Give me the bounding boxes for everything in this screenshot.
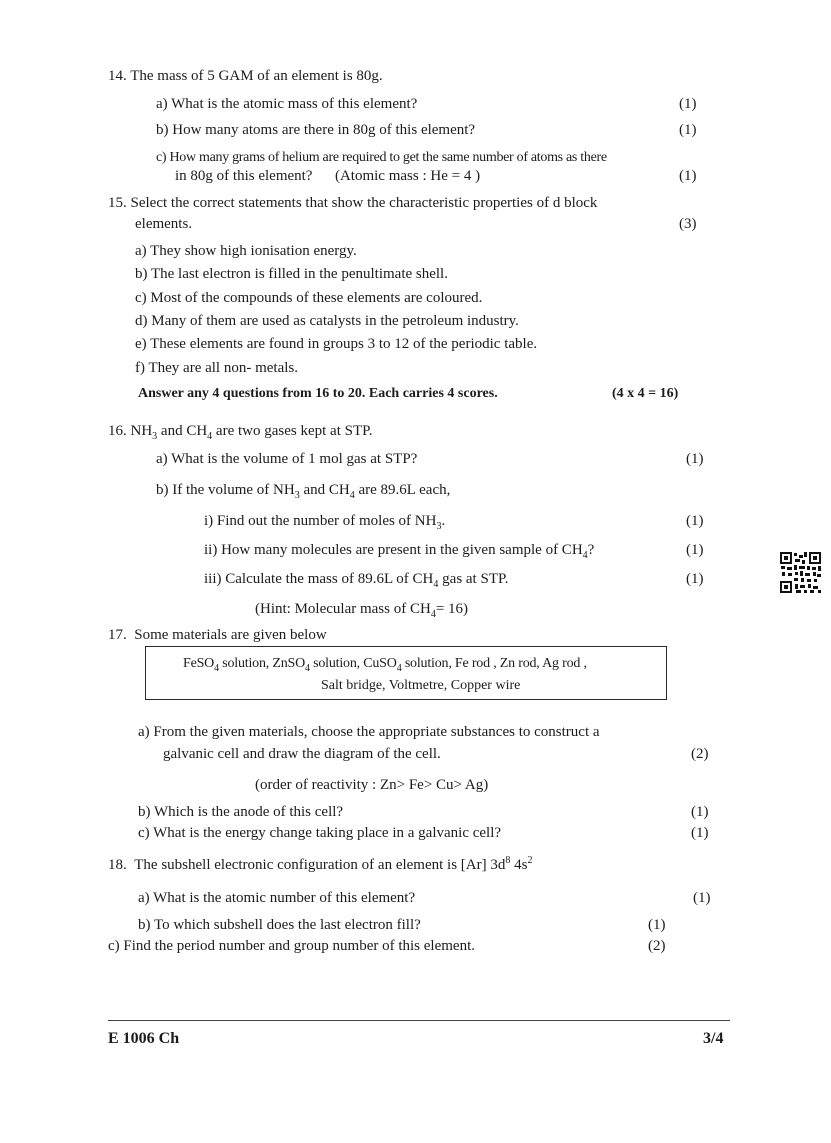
section-instruction: Answer any 4 questions from 16 to 20. Each carries 4 scores.	[138, 386, 498, 401]
q14-a-mark: (1)	[679, 96, 697, 112]
q16-b-ii-mark: (1)	[686, 542, 704, 558]
q17-a-mark: (2)	[691, 746, 709, 762]
footer-page-number: 3/4	[703, 1030, 724, 1047]
q17-b-mark: (1)	[691, 804, 709, 820]
q17-b: b) Which is the anode of this cell?	[138, 804, 344, 820]
q18-c-mark: (2)	[648, 938, 666, 954]
q18-c: c) Find the period number and group number of this element.	[108, 938, 475, 954]
q15-mark: (3)	[679, 216, 697, 232]
q14-c-line2: in 80g of this element? (Atomic mass : He = 4 )	[175, 168, 481, 184]
q18-a-mark: (1)	[693, 890, 711, 906]
q15-option-b: b) The last electron is filled in the penultimate shell.	[135, 266, 448, 282]
materials-line1: FeSO$_4$ solution, ZnSO$_4$ solution, CuSO$_4$ solution, Fe rod , Zn rod, Ag rod ,	[183, 656, 587, 674]
q17-c: c) What is the energy change taking place in a galvanic cell?	[138, 825, 502, 841]
q16-b-i-mark: (1)	[686, 513, 704, 529]
q17-c-mark: (1)	[691, 825, 709, 841]
materials-box	[145, 646, 667, 700]
q16-a: a) What is the volume of 1 mol gas at STP?	[156, 451, 418, 467]
q17-stem: 17. Some materials are given below	[108, 627, 327, 643]
q14-b: b) How many atoms are there in 80g of this element?	[156, 122, 476, 138]
q18-b-mark: (1)	[648, 917, 666, 933]
q17-a-line1: a) From the given materials, choose the appropriate substances to construct a	[138, 724, 600, 740]
q18-b: b) To which subshell does the last electron fill?	[138, 917, 421, 933]
q16-b-iii: iii) Calculate the mass of 89.6L of $CH_4$ gas at STP.	[204, 571, 509, 590]
q14-c-mark: (1)	[679, 168, 697, 184]
q14-c-line1: c) How many grams of helium are required to get the same number of atoms as there	[156, 150, 607, 165]
section-marks: (4 x 4 = 16)	[612, 386, 679, 401]
q14-b-mark: (1)	[679, 122, 697, 138]
q14-stem: 14. The mass of 5 GAM of an element is 80g.	[108, 68, 383, 84]
q15-option-a: a) They show high ionisation energy.	[135, 243, 357, 259]
q18-stem: 18. The subshell electronic configuration of an element is [Ar] $3d^8$ $4s^2$	[108, 855, 533, 873]
footer-divider	[108, 1020, 730, 1021]
q17-a-line2: galvanic cell and draw the diagram of the cell.	[163, 746, 441, 762]
q14-a: a) What is the atomic mass of this element?	[156, 96, 418, 112]
footer-code: E 1006 Ch	[108, 1030, 180, 1047]
q15-option-e: e) These elements are found in groups 3 to 12 of the periodic table.	[135, 336, 538, 352]
q15-option-c: c) Most of the compounds of these elements are coloured.	[135, 290, 483, 306]
materials-line2: Salt bridge, Voltmetre, Copper wire	[321, 678, 521, 693]
q16-a-mark: (1)	[686, 451, 704, 467]
q16-b: b) If the volume of $NH_3$ and $CH_4$ are 89.6L each,	[156, 482, 451, 501]
q18-a: a) What is the atomic number of this element?	[138, 890, 416, 906]
q16-b-i: i) Find out the number of moles of $NH_3$.	[204, 513, 446, 532]
qr-code-icon	[779, 551, 822, 594]
q15-line1: 15. Select the correct statements that show the characteristic properties of d block	[108, 195, 598, 211]
q15-option-f: f) They are all non- metals.	[135, 360, 298, 376]
q15-option-d: d) Many of them are used as catalysts in the petroleum industry.	[135, 313, 519, 329]
q16-hint: (Hint: Molecular mass of $CH_4= 16$)	[255, 601, 469, 620]
q17-reactivity: (order of reactivity : Zn> Fe> Cu> Ag)	[255, 777, 489, 793]
q16-b-iii-mark: (1)	[686, 571, 704, 587]
q15-line2: elements.	[135, 216, 193, 232]
q16-stem: 16. $NH_3$ and $CH_4$ are two gases kept at STP.	[108, 423, 373, 442]
q16-b-ii: ii) How many molecules are present in the given sample of $CH_4$?	[204, 542, 595, 561]
